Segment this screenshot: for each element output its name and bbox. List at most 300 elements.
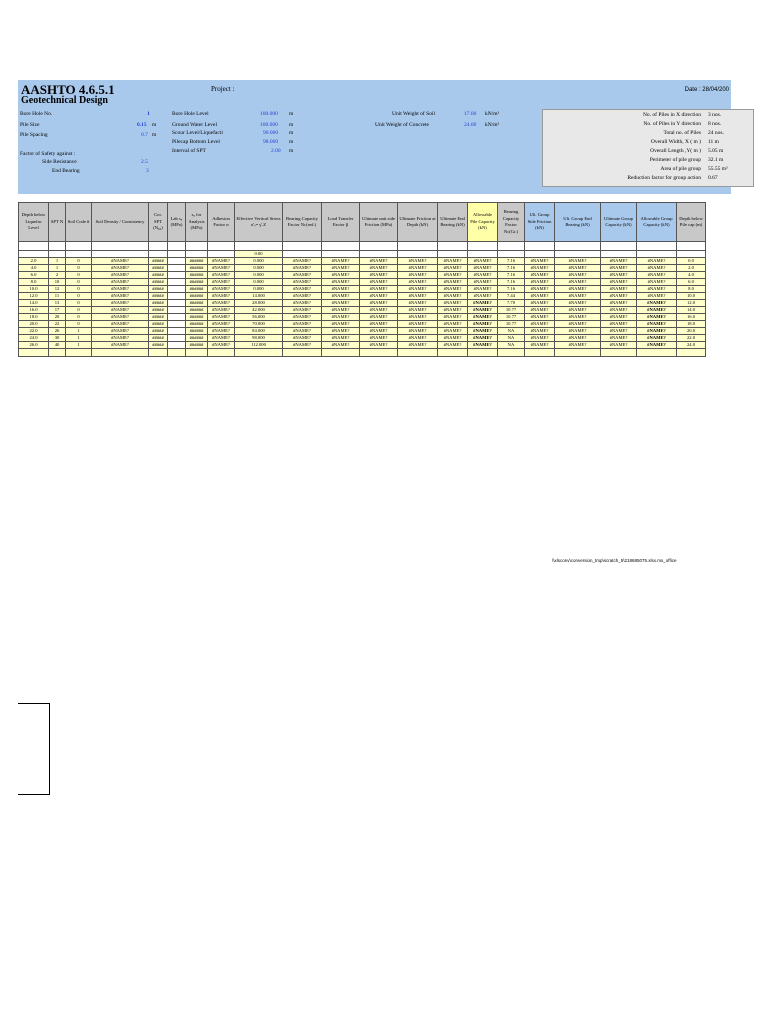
table-cell[interactable]: 0.000 (235, 265, 283, 272)
table-cell[interactable]: #NAME? (438, 279, 468, 286)
table-cell[interactable]: 1 (66, 342, 92, 349)
title-band (18, 80, 731, 108)
table-cell[interactable]: 0 (66, 321, 92, 328)
table-cell[interactable]: 0.0 (677, 258, 706, 265)
table-cell[interactable]: 0.000 (235, 272, 283, 279)
table-cell[interactable]: #NAME? (438, 258, 468, 265)
table-cell[interactable]: #NAME? (438, 272, 468, 279)
table-cell[interactable]: #NAME? (208, 279, 235, 286)
table-cell[interactable]: #NAME? (637, 321, 677, 328)
table-cell[interactable]: ##### (149, 293, 168, 300)
table-cell[interactable]: 22.0 (19, 328, 49, 335)
table-cell[interactable]: #NAME? (92, 300, 149, 307)
table-cell[interactable]: 0 (66, 286, 92, 293)
table-cell[interactable]: #NAME? (283, 279, 322, 286)
table-cell[interactable]: #NAME? (468, 272, 498, 279)
table-cell[interactable]: ###### (186, 272, 208, 279)
table-cell[interactable]: #NAME? (92, 293, 149, 300)
table-cell[interactable]: #NAME? (283, 265, 322, 272)
table-cell[interactable]: #NAME? (360, 328, 398, 335)
table-cell[interactable] (168, 293, 186, 300)
table-cell[interactable]: 24.0 (677, 342, 706, 349)
table-cell[interactable]: ##### (149, 286, 168, 293)
table-cell[interactable]: #NAME? (601, 335, 637, 342)
table-cell[interactable]: #NAME? (208, 286, 235, 293)
table-cell[interactable]: 0.000 (235, 258, 283, 265)
table-cell[interactable]: #NAME? (525, 265, 555, 272)
soil-weight-value[interactable]: 17.00 (464, 111, 477, 117)
table-cell[interactable] (168, 307, 186, 314)
table-cell[interactable]: ###### (186, 342, 208, 349)
table-cell[interactable]: 7.16 (498, 272, 525, 279)
table-cell[interactable]: 24.0 (19, 335, 49, 342)
table-cell[interactable]: 0 (66, 314, 92, 321)
table-cell[interactable]: 0 (66, 307, 92, 314)
table-cell[interactable]: #NAME? (525, 342, 555, 349)
table-cell[interactable]: 14.0 (19, 300, 49, 307)
pile-size-value[interactable]: 0.15 (137, 122, 147, 128)
table-cell[interactable]: 7.70 (498, 300, 525, 307)
table-cell[interactable]: #NAME? (283, 300, 322, 307)
table-cell[interactable]: 12.0 (19, 293, 49, 300)
table-cell[interactable]: #NAME? (322, 258, 360, 265)
table-cell[interactable]: #NAME? (398, 321, 438, 328)
table-cell[interactable]: #NAME? (360, 293, 398, 300)
table-cell[interactable]: #NAME? (283, 293, 322, 300)
table-cell[interactable]: #NAME? (438, 265, 468, 272)
table-cell[interactable]: #NAME? (360, 272, 398, 279)
table-cell[interactable]: 1 (49, 265, 66, 272)
table-cell[interactable]: #NAME? (601, 342, 637, 349)
initial-stress-cell[interactable]: 0.00 (235, 251, 283, 258)
drawing-bracket (18, 703, 50, 795)
table-cell[interactable]: 6.0 (19, 272, 49, 279)
table-cell[interactable]: 17 (49, 307, 66, 314)
table-cell[interactable]: #NAME? (322, 328, 360, 335)
table-cell[interactable]: ###### (186, 258, 208, 265)
table-cell[interactable] (168, 342, 186, 349)
table-row (19, 286, 706, 293)
table-cell[interactable]: #NAME? (283, 335, 322, 342)
concrete-weight-value[interactable]: 24.00 (464, 122, 477, 128)
table-cell[interactable]: #NAME? (398, 279, 438, 286)
table-cell[interactable]: 22.0 (677, 335, 706, 342)
table-cell[interactable]: #NAME? (637, 335, 677, 342)
table-cell[interactable]: #NAME? (525, 328, 555, 335)
table-cell[interactable] (168, 321, 186, 328)
table-cell[interactable]: #NAME? (283, 342, 322, 349)
table-cell[interactable]: #NAME? (322, 335, 360, 342)
table-cell[interactable]: 0 (66, 279, 92, 286)
table-cell[interactable]: #NAME? (555, 279, 601, 286)
table-cell[interactable]: #NAME? (92, 328, 149, 335)
table-cell[interactable]: 0 (66, 272, 92, 279)
table-cell[interactable]: #NAME? (360, 335, 398, 342)
table-cell[interactable]: 56.000 (235, 314, 283, 321)
table-cell[interactable]: #NAME? (525, 321, 555, 328)
table-cell[interactable]: #NAME? (398, 328, 438, 335)
table-cell[interactable]: #NAME? (555, 258, 601, 265)
table-cell[interactable]: NA (498, 335, 525, 342)
table-cell[interactable]: 20.0 (677, 328, 706, 335)
table-cell[interactable]: #NAME? (438, 293, 468, 300)
table-cell[interactable]: #NAME? (555, 335, 601, 342)
table-cell[interactable]: 10.0 (19, 286, 49, 293)
table-row (19, 321, 706, 328)
blank-row (19, 242, 706, 251)
table-cell[interactable]: #NAME? (322, 321, 360, 328)
table-cell[interactable]: 10.77 (498, 314, 525, 321)
table-cell[interactable]: 0 (66, 258, 92, 265)
table-cell[interactable]: ###### (186, 335, 208, 342)
table-cell[interactable]: #NAME? (92, 272, 149, 279)
table-cell[interactable]: #NAME? (398, 307, 438, 314)
table-cell[interactable]: #NAME? (468, 293, 498, 300)
table-cell[interactable]: #NAME? (92, 286, 149, 293)
pile-spacing-value[interactable]: 0.7 (141, 132, 148, 138)
scour-level-value[interactable]: 90.000 (263, 130, 279, 136)
table-cell[interactable]: #NAME? (398, 314, 438, 321)
table-cell[interactable]: #NAME? (438, 335, 468, 342)
table-cell[interactable]: 8.0 (19, 279, 49, 286)
table-cell[interactable]: ##### (149, 272, 168, 279)
table-cell[interactable]: #NAME? (601, 286, 637, 293)
table-cell[interactable] (168, 328, 186, 335)
table-cell[interactable]: ##### (149, 300, 168, 307)
table-cell[interactable]: 4.0 (677, 272, 706, 279)
table-cell[interactable]: #NAME? (360, 258, 398, 265)
table-cell[interactable]: #NAME? (92, 265, 149, 272)
table-cell[interactable]: #NAME? (283, 328, 322, 335)
table-cell[interactable]: #NAME? (208, 328, 235, 335)
table-cell[interactable]: 20.0 (19, 321, 49, 328)
table-cell[interactable]: #NAME? (525, 286, 555, 293)
table-cell[interactable]: #NAME? (555, 321, 601, 328)
table-cell[interactable]: ##### (149, 328, 168, 335)
table-cell[interactable]: ##### (149, 279, 168, 286)
table-cell[interactable]: 16.0 (19, 307, 49, 314)
table-cell[interactable]: 1 (66, 328, 92, 335)
table-cell[interactable]: #NAME? (208, 307, 235, 314)
table-cell[interactable]: #NAME? (468, 342, 498, 349)
table-cell[interactable]: #NAME? (360, 265, 398, 272)
table-cell[interactable]: 26.0 (19, 342, 49, 349)
table-cell[interactable]: ##### (149, 335, 168, 342)
table-cell[interactable]: #NAME? (637, 272, 677, 279)
table-cell[interactable]: ###### (186, 314, 208, 321)
table-cell[interactable]: ###### (186, 307, 208, 314)
table-cell[interactable]: 2 (49, 272, 66, 279)
table-cell[interactable]: #NAME? (322, 293, 360, 300)
table-cell[interactable]: #NAME? (322, 286, 360, 293)
table-cell[interactable] (168, 335, 186, 342)
table-cell[interactable]: ###### (186, 328, 208, 335)
table-cell[interactable]: #NAME? (601, 314, 637, 321)
table-cell[interactable]: #NAME? (398, 293, 438, 300)
table-cell[interactable]: #NAME? (360, 286, 398, 293)
table-cell[interactable]: #NAME? (555, 286, 601, 293)
table-cell[interactable]: #NAME? (637, 307, 677, 314)
table-cell[interactable]: #NAME? (92, 342, 149, 349)
table-cell[interactable]: #NAME? (555, 265, 601, 272)
table-cell[interactable]: #NAME? (438, 307, 468, 314)
table-cell[interactable]: NA (498, 342, 525, 349)
table-cell[interactable]: 0.000 (235, 279, 283, 286)
bore-hole-level-value[interactable]: 100.000 (260, 111, 278, 117)
table-cell[interactable] (168, 286, 186, 293)
table-cell[interactable]: #NAME? (283, 258, 322, 265)
table-cell[interactable]: #NAME? (283, 272, 322, 279)
table-cell[interactable]: #NAME? (360, 300, 398, 307)
table-cell[interactable]: 8.0 (677, 286, 706, 293)
table-cell[interactable]: 13 (49, 300, 66, 307)
table-cell[interactable]: #NAME? (438, 328, 468, 335)
table-cell[interactable]: #NAME? (468, 265, 498, 272)
pilecap-level-value[interactable]: 98.000 (263, 139, 279, 145)
bore-hole-no-value[interactable]: 1 (147, 111, 150, 117)
table-cell[interactable]: #NAME? (398, 335, 438, 342)
table-cell[interactable]: #NAME? (468, 286, 498, 293)
table-cell[interactable]: 1 (49, 258, 66, 265)
table-cell[interactable]: 7.44 (498, 293, 525, 300)
table-cell[interactable]: #NAME? (468, 321, 498, 328)
table-cell[interactable]: ###### (186, 265, 208, 272)
table-cell[interactable]: 0 (66, 265, 92, 272)
table-cell[interactable]: #NAME? (322, 279, 360, 286)
table-cell[interactable]: #NAME? (468, 258, 498, 265)
table-cell[interactable]: 6.0 (677, 279, 706, 286)
table-cell[interactable]: 84.000 (235, 328, 283, 335)
table-cell[interactable]: 7.16 (498, 265, 525, 272)
table-cell[interactable]: #NAME? (438, 321, 468, 328)
spt-interval-value[interactable]: 2.00 (271, 148, 281, 154)
table-cell[interactable]: #NAME? (322, 342, 360, 349)
table-cell[interactable] (168, 258, 186, 265)
table-cell[interactable] (168, 265, 186, 272)
table-cell[interactable]: ###### (186, 279, 208, 286)
table-cell[interactable] (168, 300, 186, 307)
table-cell[interactable]: #NAME? (322, 307, 360, 314)
table-cell[interactable]: 0.000 (235, 286, 283, 293)
table-cell[interactable]: #NAME? (637, 342, 677, 349)
table-cell[interactable]: #NAME? (322, 314, 360, 321)
table-cell[interactable]: 10 (49, 279, 66, 286)
table-cell[interactable]: #NAME? (92, 279, 149, 286)
table-cell[interactable]: 112.000 (235, 342, 283, 349)
table-cell[interactable]: #NAME? (208, 300, 235, 307)
table-cell[interactable]: #NAME? (208, 314, 235, 321)
table-cell[interactable]: #NAME? (468, 314, 498, 321)
table-cell[interactable]: #NAME? (555, 307, 601, 314)
table-cell[interactable]: #NAME? (637, 258, 677, 265)
table-cell[interactable]: #NAME? (637, 293, 677, 300)
table-cell[interactable]: #NAME? (637, 328, 677, 335)
table-cell[interactable]: #NAME? (283, 314, 322, 321)
end-bearing-value[interactable]: 3 (146, 168, 149, 174)
table-cell[interactable]: #NAME? (601, 328, 637, 335)
table-cell[interactable]: #NAME? (525, 258, 555, 265)
table-cell[interactable]: #NAME? (92, 335, 149, 342)
table-cell[interactable] (168, 272, 186, 279)
table-cell[interactable]: 7.16 (498, 286, 525, 293)
table-cell[interactable]: ###### (186, 321, 208, 328)
table-cell[interactable]: #NAME? (92, 321, 149, 328)
table-cell[interactable]: 12.0 (677, 300, 706, 307)
table-cell[interactable]: 14.000 (235, 293, 283, 300)
table-cell[interactable]: #NAME? (525, 293, 555, 300)
table-cell[interactable]: #NAME? (398, 265, 438, 272)
column-header: Bearing Capacity Factor Nc(Gr.) (498, 203, 525, 242)
table-cell[interactable]: NA (498, 328, 525, 335)
table-cell[interactable]: #NAME? (637, 286, 677, 293)
table-cell[interactable]: #NAME? (322, 272, 360, 279)
ground-water-value[interactable]: 100.000 (260, 122, 278, 128)
pile-size-unit: m (152, 122, 157, 128)
table-cell[interactable]: #NAME? (283, 286, 322, 293)
table-cell[interactable]: 70.000 (235, 321, 283, 328)
table-cell[interactable]: #NAME? (555, 328, 601, 335)
column-header: Lab sᵤ (MPa) (168, 203, 186, 242)
table-cell[interactable]: #NAME? (525, 279, 555, 286)
table-cell[interactable]: #NAME? (398, 272, 438, 279)
table-cell[interactable]: #NAME? (637, 300, 677, 307)
table-cell[interactable]: #NAME? (601, 279, 637, 286)
table-cell[interactable]: #NAME? (398, 342, 438, 349)
table-cell[interactable]: #NAME? (468, 335, 498, 342)
table-cell[interactable]: #NAME? (438, 314, 468, 321)
table-cell[interactable]: #NAME? (601, 321, 637, 328)
table-cell[interactable]: 42.000 (235, 307, 283, 314)
table-cell[interactable]: #NAME? (283, 307, 322, 314)
table-cell[interactable]: #NAME? (525, 307, 555, 314)
table-cell[interactable]: 18.0 (19, 314, 49, 321)
table-cell[interactable]: ##### (149, 265, 168, 272)
table-cell[interactable]: #NAME? (525, 314, 555, 321)
table-cell[interactable]: 28.000 (235, 300, 283, 307)
table-cell[interactable]: ##### (149, 321, 168, 328)
column-header: Depth below Pile cap (m) (677, 203, 706, 242)
table-cell[interactable]: #NAME? (601, 293, 637, 300)
table-cell[interactable]: #NAME? (438, 286, 468, 293)
table-cell[interactable]: #NAME? (555, 272, 601, 279)
table-cell[interactable] (168, 279, 186, 286)
table-cell[interactable]: 1 (66, 335, 92, 342)
table-cell[interactable]: #NAME? (360, 321, 398, 328)
table-cell[interactable]: #NAME? (208, 335, 235, 342)
table-cell[interactable]: #NAME? (360, 307, 398, 314)
table-cell[interactable]: #NAME? (360, 314, 398, 321)
table-cell[interactable]: ##### (149, 258, 168, 265)
table-cell[interactable]: ##### (149, 314, 168, 321)
table-cell[interactable]: #NAME? (525, 272, 555, 279)
table-cell[interactable]: #NAME? (438, 342, 468, 349)
table-cell[interactable]: #NAME? (283, 321, 322, 328)
table-cell[interactable]: #NAME? (555, 300, 601, 307)
table-cell[interactable]: 22 (49, 321, 66, 328)
table-cell[interactable]: #NAME? (208, 258, 235, 265)
table-cell[interactable]: #NAME? (360, 342, 398, 349)
table-cell[interactable]: ###### (186, 300, 208, 307)
table-cell[interactable]: 7.16 (498, 279, 525, 286)
table-cell[interactable]: 0 (66, 293, 92, 300)
table-cell[interactable]: 98.000 (235, 335, 283, 342)
table-cell[interactable]: #NAME? (555, 342, 601, 349)
table-cell[interactable]: 30 (49, 335, 66, 342)
table-cell[interactable] (168, 314, 186, 321)
table-cell[interactable]: #NAME? (398, 258, 438, 265)
table-cell[interactable]: 10.0 (677, 293, 706, 300)
table-cell[interactable]: #NAME? (92, 258, 149, 265)
table-cell[interactable]: #NAME? (525, 300, 555, 307)
table-cell[interactable]: #NAME? (92, 307, 149, 314)
table-cell[interactable]: #NAME? (637, 314, 677, 321)
table-cell[interactable]: 2.0 (19, 258, 49, 265)
table-cell[interactable]: #NAME? (208, 272, 235, 279)
table-cell[interactable]: #NAME? (360, 279, 398, 286)
table-cell[interactable]: #NAME? (555, 314, 601, 321)
table-cell[interactable]: #NAME? (525, 335, 555, 342)
table-footer-row (19, 349, 706, 357)
table-cell[interactable]: #NAME? (438, 300, 468, 307)
column-header: Soil Density / Consistency (92, 203, 149, 242)
pile-capacity-table (18, 202, 706, 357)
table-cell[interactable]: ##### (149, 307, 168, 314)
table-cell[interactable]: 2.0 (677, 265, 706, 272)
table-cell[interactable]: 20 (49, 314, 66, 321)
table-cell[interactable]: 11 (49, 293, 66, 300)
table-cell[interactable]: ###### (186, 293, 208, 300)
file-path-text: \\xlsconv\conversion_tmp\scratch_5\218685075.xlsx.ms_office (552, 558, 677, 563)
table-cell[interactable]: #NAME? (637, 265, 677, 272)
table-cell[interactable]: 26 (49, 328, 66, 335)
table-cell[interactable]: #NAME? (208, 265, 235, 272)
table-cell[interactable]: 10.77 (498, 321, 525, 328)
table-cell[interactable]: #NAME? (92, 314, 149, 321)
table-cell[interactable]: #NAME? (322, 300, 360, 307)
table-cell[interactable]: ###### (186, 286, 208, 293)
table-cell[interactable]: #NAME? (208, 293, 235, 300)
table-cell[interactable]: #NAME? (398, 300, 438, 307)
table-cell[interactable]: #NAME? (208, 342, 235, 349)
table-cell[interactable]: #NAME? (601, 300, 637, 307)
table-cell[interactable]: 10.77 (498, 307, 525, 314)
table-cell[interactable]: #NAME? (398, 286, 438, 293)
table-cell[interactable]: ##### (149, 342, 168, 349)
table-cell[interactable]: #NAME? (601, 258, 637, 265)
table-cell[interactable]: #NAME? (468, 328, 498, 335)
column-header: Depth below Liquefac Level (19, 203, 49, 242)
table-cell[interactable]: #NAME? (601, 307, 637, 314)
table-cell[interactable]: #NAME? (468, 279, 498, 286)
table-cell[interactable]: 18.0 (677, 321, 706, 328)
table-cell[interactable]: 12 (49, 286, 66, 293)
table-cell[interactable]: #NAME? (601, 272, 637, 279)
table-cell[interactable]: #NAME? (468, 300, 498, 307)
table-cell[interactable]: #NAME? (208, 321, 235, 328)
table-cell[interactable]: 40 (49, 342, 66, 349)
table-cell[interactable]: #NAME? (468, 307, 498, 314)
table-cell[interactable]: #NAME? (637, 279, 677, 286)
table-cell[interactable]: #NAME? (601, 265, 637, 272)
table-cell[interactable]: 0 (66, 300, 92, 307)
table-cell[interactable]: 4.0 (19, 265, 49, 272)
table-cell[interactable]: 7.16 (498, 258, 525, 265)
table-cell[interactable]: #NAME? (322, 265, 360, 272)
table-cell[interactable]: #NAME? (555, 293, 601, 300)
table-cell[interactable]: 14.0 (677, 307, 706, 314)
side-resistance-value[interactable]: 2.5 (141, 159, 148, 165)
table-cell[interactable]: 16.0 (677, 314, 706, 321)
